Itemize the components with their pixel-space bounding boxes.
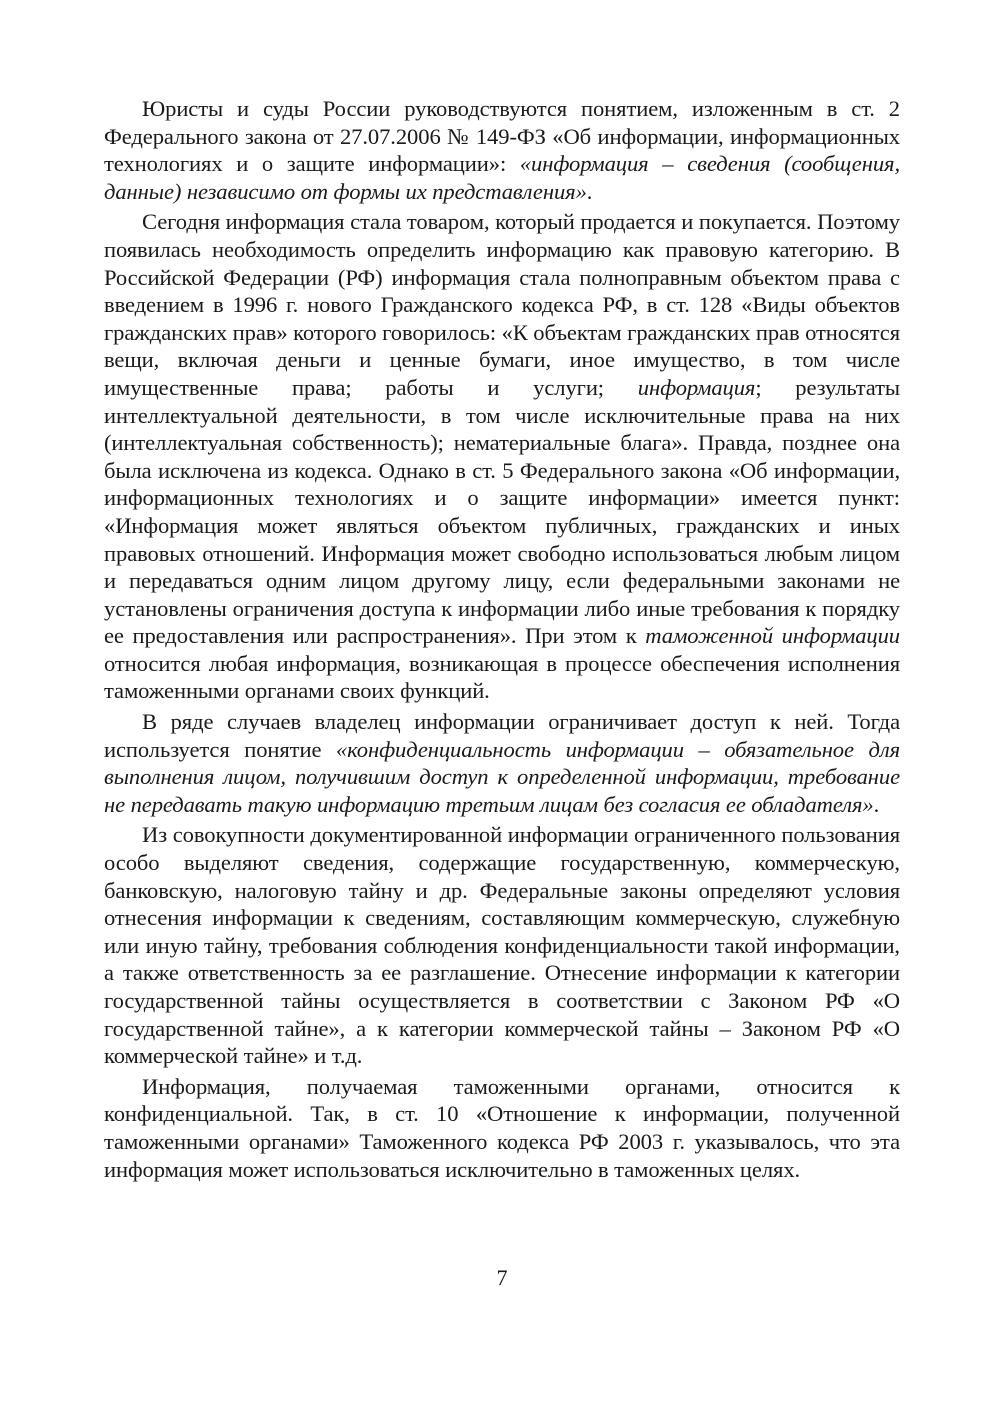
text-run: . xyxy=(873,791,880,817)
paragraph-1 xyxy=(104,95,900,205)
italic-term: информация xyxy=(637,374,756,400)
italic-definition: «информация – сведения (сообщения, данные) независимо от формы их представления» xyxy=(104,151,900,204)
text-run: В ряде случаев владелец информации ограничивает доступ к ней. Тогда используется понятие xyxy=(104,709,900,762)
paragraph-4 xyxy=(104,821,900,1069)
paragraph-2 xyxy=(104,208,900,705)
text-run: Сегодня информация стала товаром, который продается и покупается. Поэтому появилась необходимость определить информацию как правовую категорию. В Российской Федерации (РФ) информация стала полноправным объектом права с введением в 1996 г. нового Гражданского кодекса РФ, в ст. 128 «Виды объектов гражданских прав» которого говорилось: «К объектам гражданских прав относятся вещи, включая деньги и ценные бумаги, иное имущество, в том числе имущественные права; работы и услуги; xyxy=(104,209,900,400)
text-run: Из совокупности документированной информации ограниченного пользования особо выделяют сведения, содержащие государственную, коммерческую, банковскую, налоговую тайну и др. Федеральные законы определяют условия отнесения информации к сведениям, составляющим коммерческую, служебную или иную тайну, требования соблюдения конфиденциальности такой информации, а также ответственность за ее разглашение. Отнесение информации к категории государственной тайны осуществляется в соответствии с Законом РФ «О государственной тайне», а к категории коммерческой тайны – Законом РФ «О коммерческой тайне» и т.д. xyxy=(104,822,900,1069)
paragraph-5 xyxy=(104,1073,900,1183)
italic-term: таможенной информации xyxy=(645,623,900,649)
text-run: . xyxy=(586,178,593,204)
text-run: Юристы и суды России руководствуются понятием, изложенным в ст. 2 Федерального закона от 27.07.2006 № 149-ФЗ «Об информации, информационных технологиях и о защите информации»: xyxy=(104,96,900,177)
paragraph-3 xyxy=(104,708,900,818)
italic-definition: «конфиденциальность информации – обязательное для выполнения лицом, получившим доступ к определенной информации, требование не передавать такую информацию третьим лицам без согласия ее обладателя» xyxy=(104,736,900,817)
page-body xyxy=(104,95,900,1183)
page-number: 7 xyxy=(496,1265,508,1290)
text-run: ; результаты интеллектуальной деятельности, в том числе исключительные права на них (интеллектуальная собственность); нематериальные блага». Правда, позднее она была исключена из кодекса. Однако в ст. 5 Федерального закона «Об информации, информационных технологиях и о защите информации» имеется пункт: «Информация может являться объектом публичных, гражданских и иных правовых отношений. Информация может свободно использоваться любым лицом и передаваться одним лицом другому лицу, если федеральными законами не установлены ограничения доступа к информации либо иные требования к порядку ее предоставления или распространения». При этом к xyxy=(104,374,901,649)
text-run: Информация, получаемая таможенными органами, относится к конфиденциальной. Так, в ст. 10 «Отношение к информации, полученной таможенными органами» Таможенного кодекса РФ 2003 г. указывалось, что эта информация может использоваться исключительно в таможенных целях. xyxy=(104,1073,900,1182)
text-run: относится любая информация, возникающая в процессе обеспечения исполнения таможенными органами своих функций. xyxy=(104,650,900,704)
